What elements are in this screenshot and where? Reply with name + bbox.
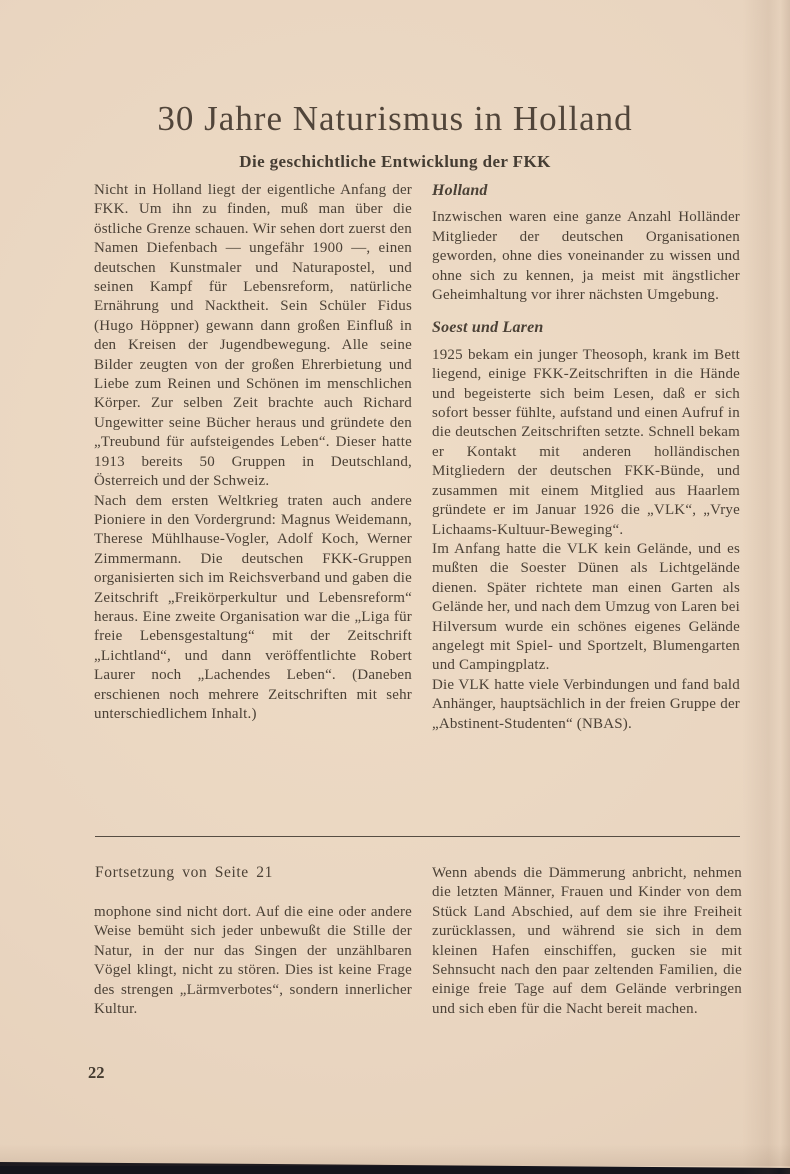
left-column-paragraph-1: Nicht in Holland liegt der eigentliche Anfang der FKK. Um ihn zu finden, muß man über die östliche Grenze schauen. Wir sehen dort zuerst den Namen Diefenbach — ungefähr 1900 —, einen deutschen Kunstmaler und Naturapostel, und seinen Kampf für Lebensreform, natürliche Ernährung und Nacktheit. Sein Schüler Fidus (Hugo Höppner) gewann dann großen Einfluß in den Kreisen der Jugendbewegung. Alle seine Bilder zeugten von der großen Ehrerbietung und Liebe zum Reinen und Schönen im menschlichen Körper. Zur selben Zeit brachte auch Richard Ungewitter seine Bücher heraus und gründete den „Treubund für aufsteigendes Leben“. Dieser hatte 1913 bereits 50 Gruppen in Deutschland, Österreich und der Schweiz. xyxy=(94,182,412,490)
page-title: 30 Jahre Naturismus in Holland xyxy=(157,99,633,139)
soest-paragraph-1: 1925 bekam ein junger Theosoph, krank im Bett liegend, einige FKK-Zeitschriften in die Hände und begeisterte sich beim Lesen, daß er sich sofort besser fühlte, aufstand und einen Aufruf in die deutschen Zeitschriften setzte. Schnell bekam er Kontakt mit anderen holländischen Mitgliedern der deutschen FKK-Bünde, und zusammen mit einem Mitglied aus Haarlem gründete er im Januar 1926 die „VLK“, „Vrye Lichaams-Kultuur-Beweging“. xyxy=(432,346,740,538)
left-column-paragraph-2: Nach dem ersten Weltkrieg traten auch andere Pioniere in den Vordergrund: Magnus Weidemann, Therese Mühlhause-Vogler, Adolf Koch, Werner Zimmermann. Die deutschen FKK-Gruppen organisierten sich im Reichsverband und gaben die Zeitschrift „Freikörperkultur und Lebensreform“ heraus. Eine zweite Organisation war die „Liga für freie Lebensgestaltung“ mit der Zeitschrift „Lichtland“, und dann veröffentlichte Robert Laurer noch „Lachendes Leben“. (Daneben erschienen noch mehrere Zeitschriften mit sehr unterschiedlichem Inhalt.) xyxy=(94,492,412,722)
continuation-left-paragraph: mophone sind nicht dort. Auf die eine oder andere Weise bemüht sich jeder unbewußt die Stille der Natur, in der nur das Singen der unzählbaren Vögel klingt, nicht zu stören. Dies ist keine Frage des strengen „Lärmverbotes“, sondern innerlicher Kultur. xyxy=(94,904,412,1018)
section-heading-soest-und-laren: Soest und Laren xyxy=(432,319,544,337)
section-divider-rule xyxy=(95,836,740,837)
section-heading-holland: Holland xyxy=(432,182,488,199)
continuation-right-column xyxy=(432,864,742,1019)
soest-paragraph-2: Im Anfang hatte die VLK kein Gelände, und es mußten die Soester Dünen als Lichtgelände dienen. Später richtete man einen Garten als Gelände her, und nach dem Umzug von Laren bei Hilversum wurde ein schönes eigenes Gelände angelegt mit Spiel- und Sportzelt, Blumengarten und Campingplatz. xyxy=(432,540,740,674)
left-column xyxy=(94,181,412,724)
continuation-heading: Fortsetzung von Seite 21 xyxy=(95,864,273,881)
soest-paragraph-3: Die VLK hatte viele Verbindungen und fand bald Anhänger, hauptsächlich in der freien Gruppe der „Abstinent-Studenten“ (NBAS). xyxy=(432,676,740,732)
page-number: 22 xyxy=(88,1063,105,1082)
continuation-right-paragraph: Wenn abends die Dämmerung anbricht, nehmen die letzten Männer, Frauen und Kinder von dem Stück Land Abschied, auf dem sie ihre Freiheit zurücklassen, und während sie sich in dem kleinen Hafen einschiffen, gucken sie mit Sehnsucht nach den paar zeltenden Familien, die einige freie Tage auf dem Gelände verbringen und sich eben für die Nacht bereit machen. xyxy=(432,865,742,1017)
right-column xyxy=(432,181,740,734)
continuation-left-column xyxy=(94,903,412,1019)
page-subtitle: Die geschichtliche Entwicklung der FKK xyxy=(239,152,551,172)
holland-paragraph: Inzwischen waren eine ganze Anzahl Holländer Mitglieder der deutschen Organisationen geworden, ohne dies voneinander zu wissen und ohne sich zu kennen, ja meist mit ängstlicher Geheimhaltung vor ihrer nächsten Umgebung. xyxy=(432,209,740,304)
